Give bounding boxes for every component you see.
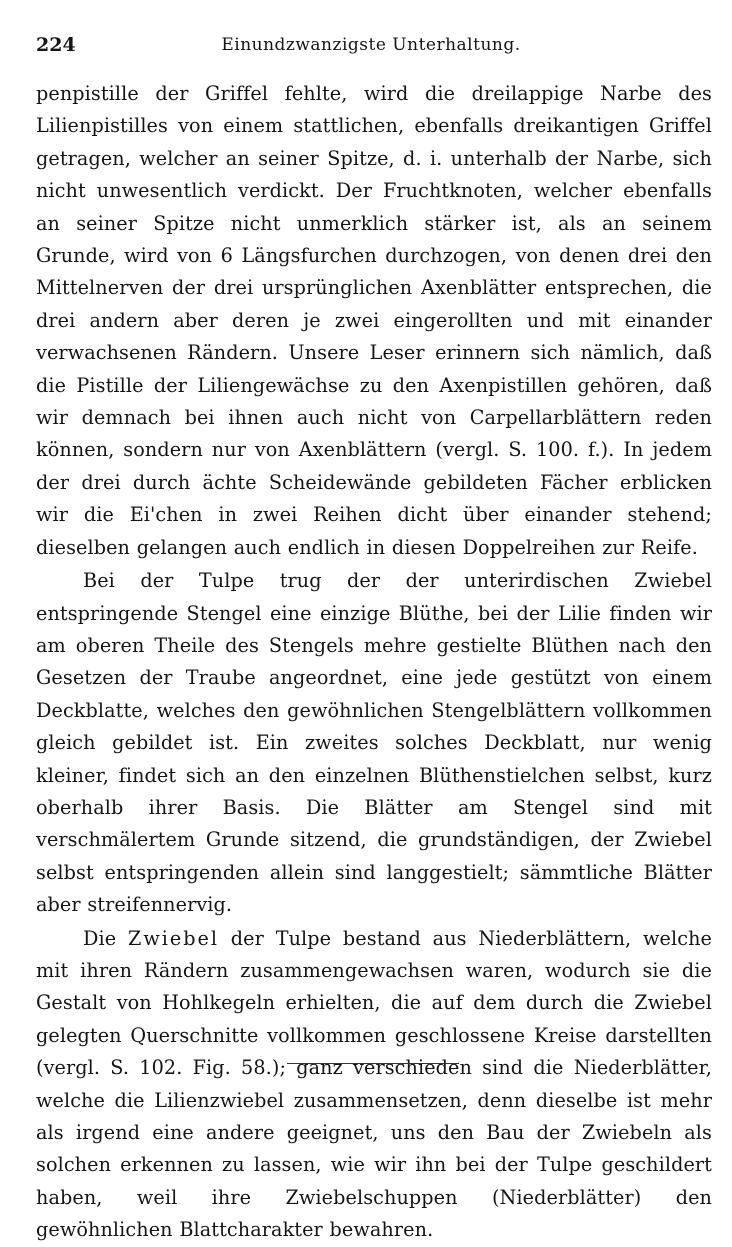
running-head [36,34,706,60]
running-title: Einundzwanzigste Unterhaltung. [221,35,521,55]
paragraph-tulpe-lilie: Bei der Tulpe trug der der unterirdischen Zwiebel entspringende Stengel eine einzige Blüthe, bei der Lilie finden wir am oberen Theile des Stengels mehre gestielte Blüthen nach den Gesetzen der Traube angeordnet, eine jede gestützt von einem Deckblatte, welches den gewöhnlichen Stengelblättern vollkommen gleich gebildet ist. Ein zweites solches Deckblatt, nur wenig kleiner, findet sich an den einzelnen Blüthenstielchen selbst, kurz oberhalb ihrer Basis. Die Blätter am Stengel sind mit verschmälertem Grunde sitzend, die grundständigen, der Zwiebel selbst entspringenden allein sind langgestielt; sämmtliche Blätter aber streifennervig. [36,569,712,917]
paragraph-zwiebel [36,923,712,1247]
paragraph-lead-word: Die [83,926,117,950]
end-rule-divider [287,1063,459,1064]
spaced-emphasis-word: Zwiebel [127,926,220,950]
body-text [36,78,712,1247]
paragraph-continuation: penpistille der Griffel fehlte, wird die dreilappige Narbe des Lilienpistilles von einem stattlichen, ebenfalls dreikantigen Griffel getragen, welcher an seiner Spitze, d. i. unterhalb der Narbe, sich nicht unwesentlich verdickt. Der Fruchtknoten, welcher ebenfalls an seiner Spitze nicht unmerklich stärker ist, als an seinem Grunde, wird von 6 Längsfurchen durchzogen, von denen drei den Mittelnerven der drei ursprünglichen Axenblätter entsprechen, die drei andern aber deren je zwei eingerollten und mit einander verwachsenen Rändern. Unsere Leser erinnern sich nämlich, daß die Pistille der Liliengewächse zu den Axenpistillen gehören, daß wir demnach bei ihnen auch nicht von Carpellarblättern reden können, sondern nur von Axenblättern (vergl. S. 100. f.). In jedem der drei durch ächte Scheidewände gebildeten Fächer erblicken wir die Ei'chen in zwei Reihen dicht über einander stehend; dieselben gelangen auch endlich in diesen Doppelreihen zur Reife. [36,82,712,559]
paragraph-zwiebel-text: der Tulpe bestand aus Niederblättern, welche mit ihren Rändern zusammengewachsen waren, wodurch sie die Gestalt von Hohlkegeln erhielten, die auf dem durch die Zwiebel gelegten Querschnitte vollkommen geschlossene Kreise darstellten (vergl. S. 102. Fig. 58.); ganz verschieden sind die Niederblätter, welche die Lilienzwiebel zusammensetzen, denn dieselbe ist mehr als irgend eine andere geeignet, uns den Bau der Zwiebeln als solchen erkennen zu lassen, wie wir ihn bei der Tulpe geschildert haben, weil ihre Zwiebelschuppen (Niederblätter) den gewöhnlichen Blattcharakter bewahren. [36,926,713,1242]
page-number: 224 [36,34,76,56]
